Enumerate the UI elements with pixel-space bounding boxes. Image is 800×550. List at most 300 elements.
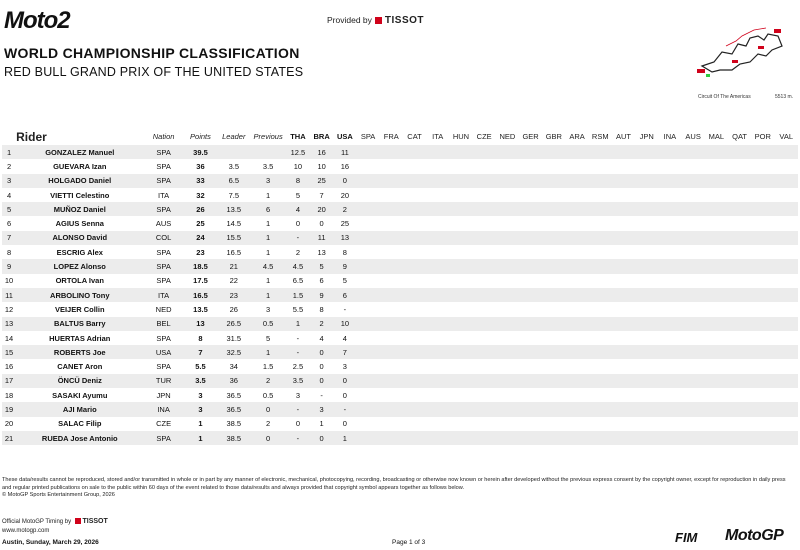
rider-points: 33 [184, 174, 217, 188]
race-points-usa: 8 [342, 247, 347, 257]
race-points-empty [403, 274, 426, 288]
rider-nation: INA [143, 402, 183, 416]
race-points-empty [565, 402, 588, 416]
rider-nation: SPA [156, 161, 171, 171]
race-points-empty [705, 231, 728, 245]
rider-nation: SPA [143, 259, 183, 273]
gap-to-previous: 0.5 [262, 390, 274, 400]
race-points-empty [403, 231, 426, 245]
race-points-usa: 0 [342, 390, 347, 400]
race-points-empty [473, 159, 496, 173]
race-points-tha: 6.5 [292, 276, 304, 286]
gap-to-previous: 1 [266, 190, 271, 200]
race-points-empty [473, 231, 496, 245]
row-position: 5 [2, 202, 16, 216]
race-points-usa: 20 [340, 190, 350, 200]
race-points-empty [496, 359, 519, 373]
race-points-empty [612, 231, 635, 245]
race-points-empty [705, 317, 728, 331]
race-points-empty [519, 288, 542, 302]
race-points-empty [751, 159, 774, 173]
table-row [2, 417, 798, 431]
race-points-empty [496, 331, 519, 345]
race-points-empty [496, 417, 519, 431]
race-points-empty [403, 202, 426, 216]
race-points-bra: 9 [310, 288, 333, 302]
race-points-empty [542, 345, 565, 359]
race-points-empty [589, 345, 612, 359]
race-points-empty [519, 274, 542, 288]
rider-points: 13 [184, 317, 217, 331]
race-points-empty [403, 259, 426, 273]
race-points-empty [403, 317, 426, 331]
rider-name: VIETTI Celestino [50, 190, 110, 200]
rider-nation: COL [143, 231, 183, 245]
race-points-empty [403, 402, 426, 416]
rider-name: BALTUS Barry [16, 317, 143, 331]
race-points-empty [612, 302, 635, 316]
race-points-empty [426, 402, 449, 416]
race-points-empty [565, 288, 588, 302]
tissot-mark-icon [75, 518, 81, 524]
race-points-empty [519, 259, 542, 273]
table-row [2, 388, 798, 402]
race-points-usa: 7 [333, 345, 356, 359]
gap-to-previous: 0 [250, 402, 285, 416]
race-points-empty [682, 345, 705, 359]
race-points-usa: 0 [333, 174, 356, 188]
race-points-empty [705, 417, 728, 431]
header-race: GER [522, 132, 539, 141]
race-points-empty [635, 302, 658, 316]
race-points-empty [728, 331, 751, 345]
race-points-empty [356, 317, 379, 331]
race-points-empty [589, 202, 612, 216]
race-points-tha: 4.5 [286, 259, 310, 273]
row-position: 20 [4, 419, 14, 429]
rider-points: 3 [198, 390, 203, 400]
race-points-empty [751, 317, 774, 331]
rider-points: 25 [196, 219, 205, 229]
race-points-usa: 4 [342, 333, 347, 343]
rider-name: LOPEZ Alonso [16, 259, 143, 273]
race-points-empty [542, 274, 565, 288]
race-points-empty [705, 188, 728, 202]
race-points-empty [589, 259, 612, 273]
race-points-empty [403, 188, 426, 202]
race-points-empty [380, 259, 403, 273]
race-points-empty [380, 345, 403, 359]
race-points-empty [449, 288, 472, 302]
race-points-empty [473, 174, 496, 188]
row-position: 4 [6, 190, 12, 200]
rider-points: 32 [196, 190, 205, 200]
race-points-empty [635, 174, 658, 188]
gap-to-leader: 13.5 [217, 202, 250, 216]
race-points-empty [612, 245, 635, 259]
race-points-tha: - [286, 431, 310, 445]
header-rider: Rider [16, 129, 47, 144]
race-points-empty [774, 288, 798, 302]
race-points-empty [496, 145, 519, 159]
race-points-bra: 2 [310, 317, 333, 331]
race-points-bra: 0 [310, 345, 333, 359]
race-points-empty [542, 245, 565, 259]
race-points-empty [496, 231, 519, 245]
race-points-bra: 4 [319, 333, 324, 343]
race-points-empty [519, 231, 542, 245]
race-points-empty [449, 188, 472, 202]
race-points-empty [774, 388, 798, 402]
rider-nation: BEL [143, 317, 183, 331]
race-points-empty [380, 145, 403, 159]
provided-by [327, 15, 424, 26]
table-row [2, 431, 798, 445]
race-points-empty [356, 202, 379, 216]
tissot-mark-icon [375, 17, 382, 24]
race-points-empty [705, 374, 728, 388]
race-points-bra: 7 [319, 190, 324, 200]
rider-name: RUEDA Jose Antonio [16, 431, 143, 445]
rider-name: VEIJER Collin [54, 304, 105, 314]
gap-to-leader: 7.5 [228, 190, 239, 200]
race-points-tha: 3 [295, 390, 300, 400]
race-points-empty [635, 159, 658, 173]
rider-name: AGIUS Senna [55, 219, 104, 229]
table-row [2, 374, 798, 388]
race-points-empty [542, 174, 565, 188]
race-points-empty [449, 245, 472, 259]
rider-nation: CZE [156, 419, 172, 429]
race-points-usa: 9 [333, 259, 356, 273]
race-points-empty [751, 288, 774, 302]
gap-to-previous: 1 [266, 219, 271, 229]
race-points-empty [519, 159, 542, 173]
race-points-empty [751, 245, 774, 259]
row-position: 7 [2, 231, 16, 245]
race-points-empty [449, 274, 472, 288]
race-points-empty [403, 216, 426, 230]
race-points-empty [612, 174, 635, 188]
gap-to-leader: 14.5 [226, 219, 242, 229]
race-points-empty [542, 202, 565, 216]
race-points-empty [542, 159, 565, 173]
race-points-empty [774, 359, 798, 373]
row-position: 21 [2, 431, 16, 445]
header-race: INA [663, 132, 677, 141]
race-points-empty [380, 374, 403, 388]
race-points-usa: 5 [342, 276, 347, 286]
race-points-empty [705, 388, 728, 402]
race-points-empty [705, 359, 728, 373]
race-points-empty [682, 231, 705, 245]
header-pos [2, 128, 16, 145]
race-points-tha: 10 [293, 161, 303, 171]
header-race: JPN [639, 132, 654, 141]
website-url: www.motogp.com [2, 528, 50, 534]
gap-to-previous [250, 145, 285, 159]
race-points-empty [542, 259, 565, 273]
gap-to-previous: 1 [250, 231, 285, 245]
race-points-empty [496, 345, 519, 359]
race-points-empty [589, 359, 612, 373]
race-points-empty [682, 431, 705, 445]
race-points-usa: 13 [333, 231, 356, 245]
race-points-empty [751, 345, 774, 359]
race-points-empty [589, 317, 612, 331]
race-points-bra: 3 [310, 402, 333, 416]
race-points-empty [403, 174, 426, 188]
race-points-empty [380, 202, 403, 216]
race-points-empty [542, 402, 565, 416]
race-points-empty [356, 359, 379, 373]
race-points-usa: 11 [333, 145, 356, 159]
race-points-tha: 3.5 [286, 374, 310, 388]
gap-to-previous: 3 [250, 174, 285, 188]
race-points-bra: 1 [319, 419, 324, 429]
header-race: CAT [407, 132, 422, 141]
race-points-empty [635, 188, 658, 202]
race-points-empty [473, 274, 496, 288]
race-points-empty [751, 202, 774, 216]
race-points-empty [542, 216, 565, 230]
race-points-empty [380, 288, 403, 302]
header-previous: Previous [253, 132, 283, 141]
page-number: Page 1 of 3 [392, 539, 426, 546]
race-points-empty [496, 202, 519, 216]
race-points-empty [774, 345, 798, 359]
race-points-empty [612, 431, 635, 445]
race-points-empty [426, 302, 449, 316]
circuit-name: Circuit Of The Americas [698, 94, 751, 100]
race-points-empty [728, 417, 751, 431]
table-row [2, 145, 798, 159]
race-points-empty [751, 274, 774, 288]
race-points-empty [403, 288, 426, 302]
race-points-empty [658, 317, 681, 331]
row-position: 16 [4, 362, 14, 372]
race-points-empty [658, 359, 681, 373]
race-points-empty [565, 417, 588, 431]
race-points-empty [356, 331, 379, 345]
race-points-empty [612, 145, 635, 159]
race-points-empty [356, 231, 379, 245]
race-points-usa: 1 [333, 431, 356, 445]
race-points-empty [519, 174, 542, 188]
race-points-empty [496, 317, 519, 331]
race-points-empty [565, 317, 588, 331]
race-points-tha: 2.5 [292, 362, 304, 372]
race-points-tha: 8 [286, 174, 310, 188]
race-points-empty [658, 174, 681, 188]
race-points-empty [658, 259, 681, 273]
row-position: 2 [6, 161, 12, 171]
race-points-empty [682, 302, 705, 316]
race-points-empty [612, 202, 635, 216]
race-points-empty [565, 259, 588, 273]
table-header-row [2, 128, 798, 145]
gap-to-leader: 31.5 [226, 333, 242, 343]
race-points-empty [519, 202, 542, 216]
race-points-empty [426, 231, 449, 245]
race-points-empty [774, 302, 798, 316]
race-points-empty [403, 359, 426, 373]
race-points-empty [589, 374, 612, 388]
race-points-usa: 0 [333, 374, 356, 388]
race-points-bra: 10 [317, 161, 326, 171]
race-points-empty [519, 374, 542, 388]
event-date: Austin, Sunday, March 29, 2026 [2, 539, 99, 546]
header-race: USA [336, 132, 353, 141]
race-points-empty [356, 345, 379, 359]
race-points-empty [682, 145, 705, 159]
race-points-empty [473, 259, 496, 273]
race-points-empty [403, 245, 426, 259]
table-row [2, 359, 798, 373]
race-points-tha: 0 [295, 419, 300, 429]
race-points-empty [356, 188, 379, 202]
gap-to-leader: 32.5 [217, 345, 250, 359]
race-points-empty [612, 388, 635, 402]
race-points-empty [682, 331, 705, 345]
table-row [2, 245, 798, 259]
gap-to-previous: 3 [266, 304, 271, 314]
race-points-empty [774, 216, 798, 230]
rider-name: GONZALEZ Manuel [16, 145, 143, 159]
row-position: 18 [4, 390, 14, 400]
rider-nation: SPA [156, 247, 171, 257]
race-points-empty [473, 388, 496, 402]
race-points-empty [473, 216, 496, 230]
rider-points: 3.5 [184, 374, 217, 388]
header-race: THA [290, 132, 306, 141]
race-points-empty [426, 274, 449, 288]
race-points-empty [635, 216, 658, 230]
race-points-empty [565, 159, 588, 173]
race-points-empty [565, 188, 588, 202]
race-points-empty [705, 302, 728, 316]
race-points-empty [589, 331, 612, 345]
table-row [2, 202, 798, 216]
header-race: GBR [545, 132, 562, 141]
moto2-logo: Moto2 [4, 7, 70, 34]
race-points-empty [658, 231, 681, 245]
race-points-tha: 0 [295, 219, 300, 229]
race-points-bra: 0 [310, 374, 333, 388]
race-points-empty [705, 159, 728, 173]
race-points-empty [356, 431, 379, 445]
race-points-empty [356, 302, 379, 316]
race-points-bra: 0 [310, 431, 333, 445]
header-race: CZE [476, 132, 492, 141]
race-points-empty [403, 345, 426, 359]
race-points-empty [403, 331, 426, 345]
race-points-empty [519, 417, 542, 431]
race-points-empty [473, 331, 496, 345]
race-points-empty [705, 431, 728, 445]
race-points-empty [774, 274, 798, 288]
race-points-empty [496, 188, 519, 202]
race-points-empty [658, 202, 681, 216]
race-points-empty [449, 302, 472, 316]
race-points-empty [542, 317, 565, 331]
header-leader: Leader [222, 132, 246, 141]
race-points-empty [449, 417, 472, 431]
race-points-empty [542, 231, 565, 245]
race-points-empty [356, 174, 379, 188]
race-points-empty [380, 331, 403, 345]
race-points-empty [473, 188, 496, 202]
race-points-empty [380, 359, 403, 373]
race-points-empty [356, 145, 379, 159]
race-points-empty [449, 331, 472, 345]
race-points-usa: 16 [340, 161, 350, 171]
rider-name: GUEVARA Izan [53, 161, 107, 171]
race-points-empty [496, 374, 519, 388]
row-position: 14 [4, 333, 14, 343]
race-points-tha: - [296, 333, 300, 343]
rider-name: ESCRIG Alex [56, 247, 103, 257]
race-points-empty [751, 188, 774, 202]
race-points-empty [519, 359, 542, 373]
rider-points: 39.5 [184, 145, 217, 159]
gap-to-previous: 1 [250, 345, 285, 359]
race-points-empty [473, 145, 496, 159]
race-points-empty [519, 145, 542, 159]
race-points-empty [496, 245, 519, 259]
race-points-empty [682, 245, 705, 259]
race-points-empty [751, 374, 774, 388]
race-points-empty [635, 345, 658, 359]
table-row [2, 302, 798, 316]
header-race: QAT [732, 132, 748, 141]
rider-name: MUÑOZ Daniel [16, 202, 143, 216]
race-points-empty [356, 402, 379, 416]
header-race: ITA [432, 132, 444, 141]
rider-nation: NED [155, 304, 172, 314]
race-points-empty [565, 331, 588, 345]
row-position: 8 [6, 247, 12, 257]
race-points-empty [682, 317, 705, 331]
race-points-empty [380, 388, 403, 402]
race-points-empty [589, 216, 612, 230]
track-map-icon [692, 24, 792, 79]
race-points-empty [473, 417, 496, 431]
race-points-empty [496, 274, 519, 288]
race-points-empty [728, 174, 751, 188]
race-points-empty [473, 374, 496, 388]
race-points-empty [356, 274, 379, 288]
race-points-usa: 2 [333, 202, 356, 216]
gap-to-leader: 36 [217, 374, 250, 388]
race-points-empty [426, 388, 449, 402]
race-points-empty [473, 288, 496, 302]
rider-nation: USA [143, 345, 183, 359]
race-points-empty [682, 159, 705, 173]
rider-points: 17.5 [193, 276, 208, 286]
race-points-empty [473, 431, 496, 445]
race-points-empty [751, 402, 774, 416]
race-points-empty [658, 188, 681, 202]
race-points-empty [728, 402, 751, 416]
race-points-empty [728, 345, 751, 359]
race-points-empty [380, 274, 403, 288]
race-points-empty [682, 417, 705, 431]
race-points-empty [542, 388, 565, 402]
gap-to-previous: 2 [250, 374, 285, 388]
race-points-empty [612, 345, 635, 359]
race-points-empty [774, 174, 798, 188]
